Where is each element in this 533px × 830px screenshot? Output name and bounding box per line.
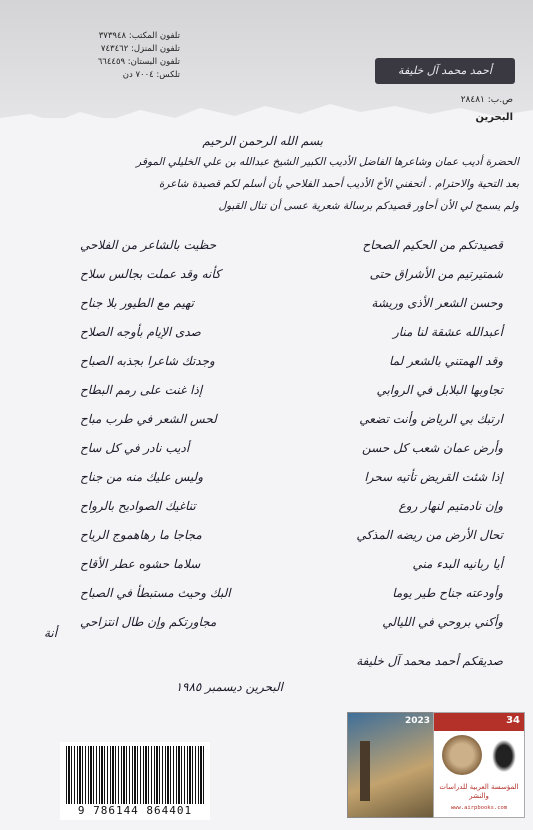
verse-second-hemistich: البك وحيث مستبطأ في الصباح <box>80 586 231 600</box>
verse-second-hemistich: كأنه وقد عملت بجالس سلاح <box>80 267 221 281</box>
verse-first-hemistich: وقد الهمتني بالشعر لما <box>389 354 503 368</box>
publisher-banner <box>433 712 525 818</box>
isbn-barcode <box>60 742 210 820</box>
intro-line-2: ولم يسمح لي الأن أحاور قصيدكم برسالة شعرية عسى أن تنال القبول <box>218 200 519 212</box>
city-label: البحرين <box>475 112 513 123</box>
verse-first-hemistich: قصيدتكم من الحكيم الصحاح <box>362 238 503 252</box>
publisher-url: www.airpbooks.com <box>450 805 508 811</box>
verse-second-hemistich: مجاورتكم وإن طال انتزاحي <box>80 615 217 629</box>
barcode-bars <box>66 746 204 804</box>
portrait-image <box>442 735 482 775</box>
verse-second-hemistich: إذا غنت على رمم البطاح <box>80 383 203 397</box>
phone-garden: تلفون البستان: ٦٦٤٤٥٩ <box>97 57 180 67</box>
verse-first-hemistich: أيا ربانيه البدء مني <box>412 557 503 571</box>
verse-first-hemistich: إذا شئت القريض تأتيه سحرا <box>364 470 503 484</box>
tower-image <box>360 741 370 801</box>
basmala: بسم الله الرحمن الرحيم <box>202 134 323 148</box>
verse-first-hemistich: تحال الأرض من ريضه المذكي <box>356 528 503 542</box>
verse-second-hemistich: وجدتك شاعرا بجذبه الصباح <box>80 354 215 368</box>
phone-home: تلفون المنزل: ٧٤٣٤٦٢ <box>100 44 180 54</box>
verse-first-hemistich: وإن نادمتيم لنهار روع <box>398 499 503 513</box>
verse-first-hemistich: أعبدالله عشقة لنا منار <box>392 325 503 339</box>
telex: تلكس: ٧٠٠٤ دن <box>122 70 180 80</box>
verse-first-hemistich: وأرض عمان شعب كل حسن <box>362 441 503 455</box>
marginal-note: أنة <box>44 626 58 640</box>
verse-first-hemistich: تجاوبها البلابل في الروابي <box>376 383 503 397</box>
verse-second-hemistich: لحس الشعر في طرب مباح <box>80 412 217 426</box>
verse-second-hemistich: صدى الإيام بأوجه الصلاح <box>80 325 201 339</box>
signoff: صديقكم أحمد محمد آل خليفة <box>356 654 503 668</box>
badge-number: 34 <box>506 715 520 726</box>
name-stamp: أحمد محمد آل خليفة <box>375 58 515 84</box>
verse-first-hemistich: وأودعته جناح طير يوما <box>392 586 503 600</box>
barcode-number: 9 786144 864401 <box>77 804 193 817</box>
contact-block <box>40 30 180 82</box>
intro-line-1: بعد التحية والاحترام . أتحفني الأخ الأديب أحمد الفلاحي بأن أسلم لكم قصيدة شاعرة <box>158 178 519 190</box>
publisher-photo <box>347 712 435 818</box>
verse-second-hemistich: أديب نادر في كل ساح <box>80 441 190 455</box>
verse-second-hemistich: وليس عليك منه من جناح <box>80 470 203 484</box>
verse-second-hemistich: سلاما حشوه عطر الأقاح <box>80 557 201 571</box>
verse-first-hemistich: شمتيرتيم من الأشراق حتى <box>369 267 503 281</box>
verse-first-hemistich: وحسن الشعر الأذى وريشة <box>371 296 503 310</box>
po-box: ص.ب: ٢٨٤٨١ <box>460 95 513 105</box>
verse-first-hemistich: وأكني بروحي في الليالي <box>382 615 503 629</box>
salutation: الحضرة أديب عمان وشاعرها الفاضل الأديب الكبير الشيخ عبدالله بن علي الخليلي الموقر <box>136 156 519 168</box>
verse-second-hemistich: تناغيك الصواديح بالرواح <box>80 499 196 513</box>
verse-second-hemistich: مجاجا ما رهاهموج الرياح <box>80 528 202 542</box>
place-date: البحرين ديسمبر ١٩٨٥ <box>175 680 283 694</box>
verse-second-hemistich: حظيت بالشاعر من الفلاحي <box>80 238 217 252</box>
verse-second-hemistich: تهيم مع الطيور بلا جناح <box>80 296 194 310</box>
verse-first-hemistich: ارتبك بي الرياض وأنت تضعي <box>359 412 503 426</box>
publisher-name: المؤسسة العربية للدراسات والنشر <box>439 783 519 800</box>
phone-office: تلفون المكتب: ٣٧٣٩٤٨ <box>98 31 180 41</box>
publisher-logo <box>490 737 518 775</box>
publisher-year: 2023 <box>404 716 430 726</box>
